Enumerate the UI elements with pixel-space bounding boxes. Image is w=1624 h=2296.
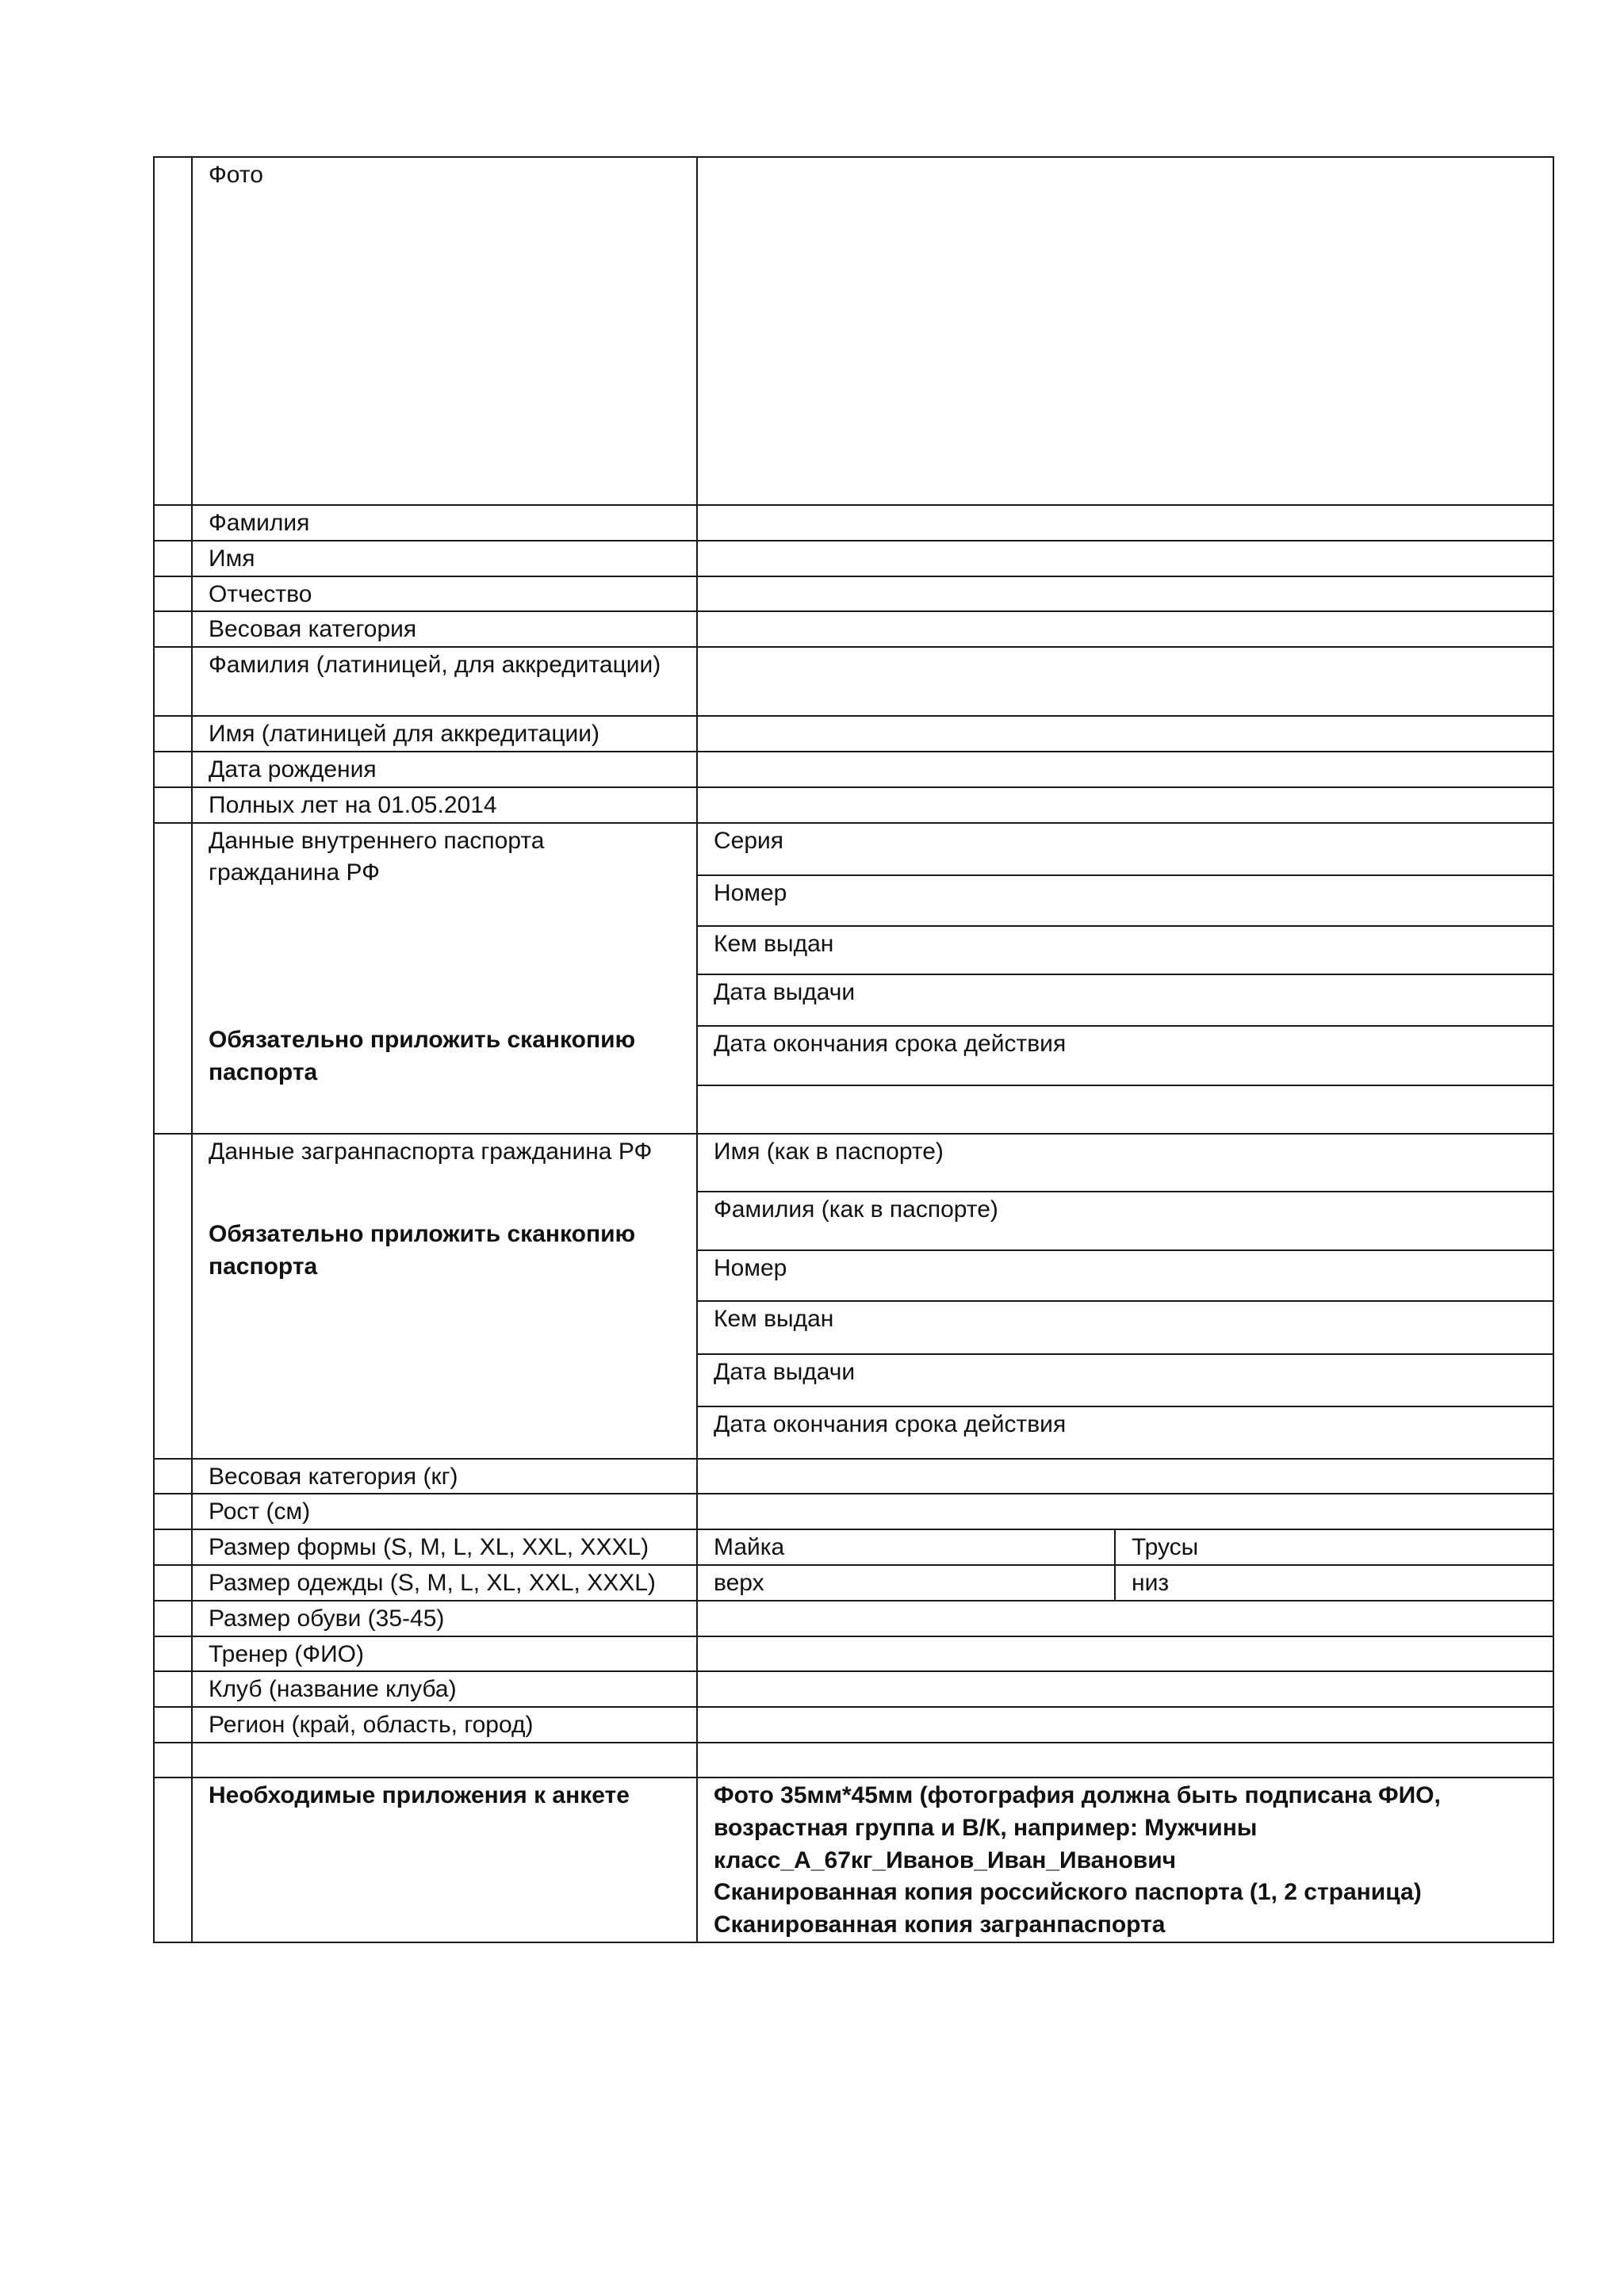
internal-passport-number[interactable]: Номер	[698, 875, 1553, 926]
foreign-passport-label-cell	[192, 1134, 697, 1459]
name-latin-field[interactable]	[697, 716, 1553, 752]
height-field[interactable]	[697, 1494, 1553, 1529]
foreign-passport-issue-date[interactable]: Дата выдачи	[698, 1354, 1553, 1406]
clothing-top-field[interactable]: верх	[697, 1565, 1115, 1601]
row-number-cell	[154, 611, 192, 647]
internal-passport-series[interactable]: Серия	[714, 827, 784, 854]
row-number-cell	[154, 1529, 192, 1565]
internal-passport-issued-by[interactable]: Кем выдан	[698, 926, 1553, 974]
internal-passport-fields	[697, 823, 1553, 1134]
row-number-cell	[154, 1707, 192, 1743]
internal-passport-required-note: Обязательно приложить сканкопию паспорта	[209, 1027, 636, 1085]
row-surname-latin	[154, 647, 1553, 716]
internal-passport-label: Данные внутреннего паспорта гражданина РФ	[209, 827, 545, 886]
row-foreign-passport	[154, 1134, 1553, 1459]
foreign-passport-expiry-date[interactable]: Дата окончания срока действия	[698, 1406, 1553, 1458]
empty-label-cell	[192, 1743, 697, 1777]
empty-field[interactable]	[697, 1743, 1553, 1777]
foreign-passport-label: Данные загранпаспорта гражданина РФ	[209, 1138, 653, 1165]
clothing-bottom-field[interactable]: низ	[1115, 1565, 1553, 1601]
internal-passport-label-cell	[192, 823, 697, 1134]
row-number-cell	[154, 823, 192, 1134]
row-number-cell	[154, 716, 192, 752]
row-number-cell	[154, 1601, 192, 1636]
surname-latin-label: Фамилия (латиницей, для аккредитации)	[192, 647, 697, 716]
shoe-size-label: Размер обуви (35-45)	[192, 1601, 697, 1636]
row-club	[154, 1671, 1553, 1707]
row-number-cell	[154, 1494, 192, 1529]
age-field[interactable]	[697, 787, 1553, 823]
patronymic-label: Отчество	[192, 576, 697, 612]
row-age	[154, 787, 1553, 823]
foreign-passport-issued-by[interactable]: Кем выдан	[698, 1301, 1553, 1354]
row-number-cell	[154, 1671, 192, 1707]
surname-latin-field[interactable]	[697, 647, 1553, 716]
attachments-label: Необходимые приложения к анкете	[192, 1777, 697, 1942]
row-number-cell	[154, 1636, 192, 1672]
row-uniform-size	[154, 1529, 1553, 1565]
attachment-line: Сканированная копия загранпаспорта	[714, 1911, 1166, 1938]
row-empty	[154, 1743, 1553, 1777]
club-field[interactable]	[697, 1671, 1553, 1707]
foreign-passport-fields	[697, 1134, 1553, 1459]
coach-field[interactable]	[697, 1636, 1553, 1672]
row-height	[154, 1494, 1553, 1529]
row-internal-passport	[154, 823, 1553, 1134]
foreign-passport-required-note: Обязательно приложить сканкопию паспорта	[209, 1221, 636, 1280]
row-number-cell	[154, 541, 192, 576]
internal-passport-subtable	[698, 824, 1553, 1133]
birth-date-field[interactable]	[697, 752, 1553, 787]
foreign-passport-number[interactable]: Номер	[698, 1250, 1553, 1301]
attachment-line: класс_А_67кг_Иванов_Иван_Иванович	[714, 1846, 1177, 1873]
attachments-list	[697, 1777, 1553, 1942]
internal-passport-extra[interactable]	[698, 1085, 1553, 1133]
row-number-cell	[154, 1777, 192, 1942]
weight-category-label: Весовая категория	[192, 611, 697, 647]
surname-field[interactable]	[697, 505, 1553, 541]
row-clothing-size	[154, 1565, 1553, 1601]
row-surname	[154, 505, 1553, 541]
photo-label: Фото	[192, 157, 697, 505]
row-name	[154, 541, 1553, 576]
row-number-cell	[154, 787, 192, 823]
height-label: Рост (см)	[192, 1494, 697, 1529]
weight-kg-field[interactable]	[697, 1459, 1553, 1494]
row-number-cell	[154, 1134, 192, 1459]
age-label: Полных лет на 01.05.2014	[192, 787, 697, 823]
shoe-size-field[interactable]	[697, 1601, 1553, 1636]
row-number-cell	[154, 157, 192, 505]
region-field[interactable]	[697, 1707, 1553, 1743]
foreign-passport-subtable	[698, 1135, 1553, 1458]
attachment-line: Фото 35мм*45мм (фотография должна быть подписана ФИО,	[714, 1781, 1441, 1808]
foreign-passport-surname[interactable]: Фамилия (как в паспорте)	[698, 1192, 1553, 1250]
region-label: Регион (край, область, город)	[192, 1707, 697, 1743]
application-form-table	[153, 156, 1554, 1943]
row-patronymic	[154, 576, 1553, 612]
surname-label: Фамилия	[192, 505, 697, 541]
row-birth-date	[154, 752, 1553, 787]
name-label: Имя	[192, 541, 697, 576]
patronymic-field[interactable]	[697, 576, 1553, 612]
weight-kg-label: Весовая категория (кг)	[192, 1459, 697, 1494]
uniform-bottom-field[interactable]: Трусы	[1115, 1529, 1553, 1565]
row-number-cell	[154, 1459, 192, 1494]
row-coach	[154, 1636, 1553, 1672]
club-label: Клуб (название клуба)	[192, 1671, 697, 1707]
row-number-cell	[154, 1743, 192, 1777]
attachment-line: возрастная группа и В/К, например: Мужчины	[714, 1814, 1258, 1841]
coach-label: Тренер (ФИО)	[192, 1636, 697, 1672]
name-latin-label: Имя (латиницей для аккредитации)	[192, 716, 697, 752]
uniform-top-field[interactable]: Майка	[697, 1529, 1115, 1565]
internal-passport-expiry-date[interactable]: Дата окончания срока действия	[698, 1026, 1553, 1085]
row-photo	[154, 157, 1553, 505]
row-weight-category	[154, 611, 1553, 647]
row-attachments	[154, 1777, 1553, 1942]
row-shoe-size	[154, 1601, 1553, 1636]
row-weight-kg	[154, 1459, 1553, 1494]
row-number-cell	[154, 752, 192, 787]
photo-field[interactable]	[697, 157, 1553, 505]
row-region	[154, 1707, 1553, 1743]
row-number-cell	[154, 1565, 192, 1601]
weight-category-field[interactable]	[697, 611, 1553, 647]
attachment-line: Сканированная копия российского паспорта (1, 2 страница)	[714, 1879, 1422, 1906]
internal-passport-issue-date[interactable]: Дата выдачи	[698, 974, 1553, 1026]
birth-date-label: Дата рождения	[192, 752, 697, 787]
row-number-cell	[154, 576, 192, 612]
row-number-cell	[154, 647, 192, 716]
foreign-passport-name[interactable]: Имя (как в паспорте)	[714, 1138, 944, 1165]
name-field[interactable]	[697, 541, 1553, 576]
row-number-cell	[154, 505, 192, 541]
row-name-latin	[154, 716, 1553, 752]
uniform-size-label: Размер формы (S, M, L, XL, XXL, XXXL)	[192, 1529, 697, 1565]
clothing-size-label: Размер одежды (S, M, L, XL, XXL, XXXL)	[192, 1565, 697, 1601]
